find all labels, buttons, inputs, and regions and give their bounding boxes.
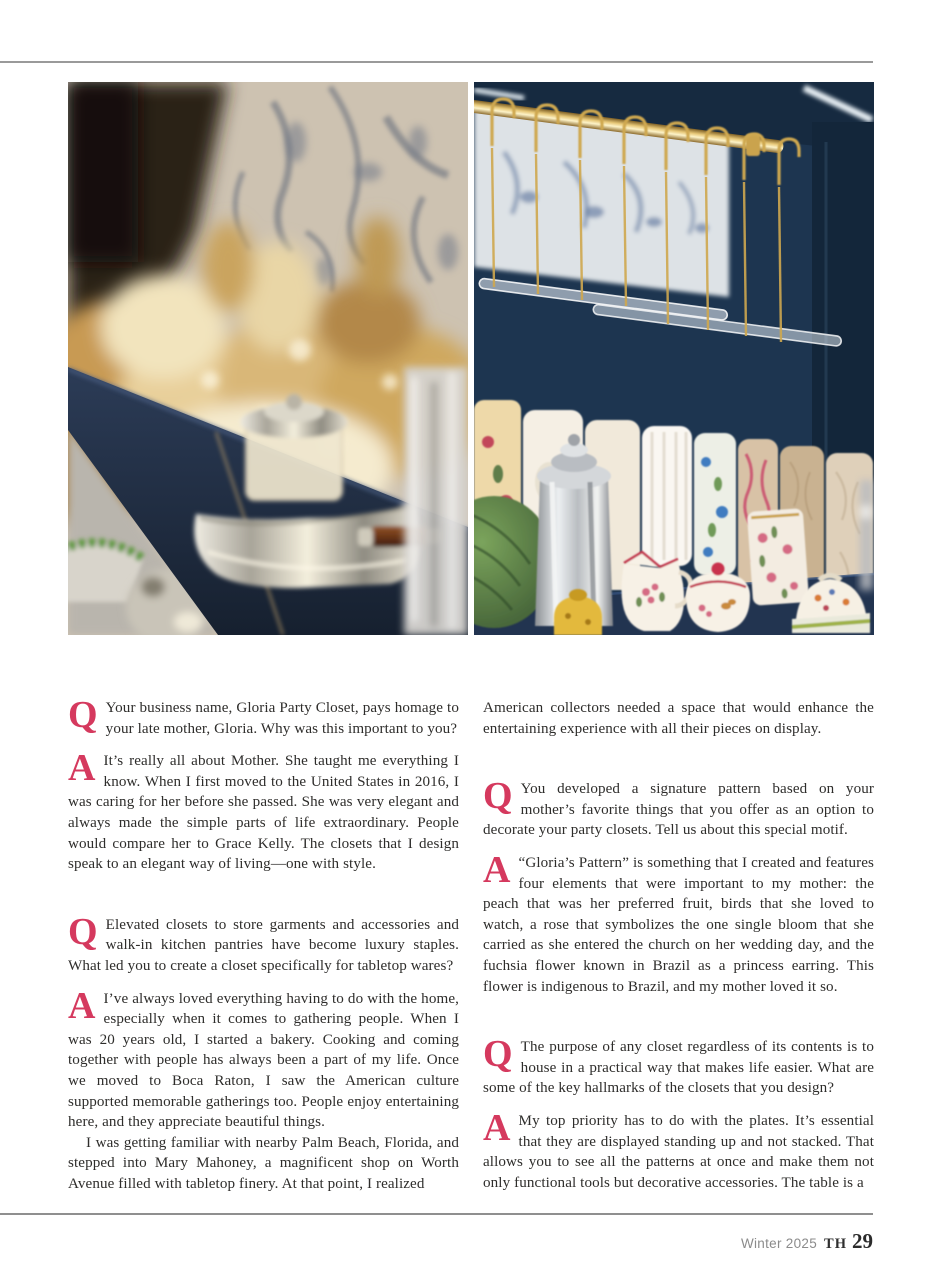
answer-text: “Gloria’s Pattern” is something that I created and features four elements that were important to my mother: the peach that was her preferred fruit, birds that she loved to watch, a rose that symbolizes the one single bloom that she carried as she entered the church on her wedding day, and the fuchsia flower known in Brazil as a princess earring. This flower is indigenous to Brazil, and my mother loved it so. — [483, 854, 874, 995]
question-text: Your business name, Gloria Party Closet, pays homage to your late mother, Gloria. Why was this important to you? — [105, 700, 459, 737]
answer-block — [483, 1106, 874, 1193]
page-footer — [0, 1229, 873, 1254]
top-rule — [0, 61, 873, 63]
answer-text: I was getting familiar with nearby Palm Beach, Florida, and stepped into Mary Mahoney, a magnificent shop on Worth Avenue filled with tabletop finery. At that point, I realized — [68, 1134, 459, 1192]
question-text: You developed a signature pattern based on your mother’s favorite things that you offer as an option to decorate your party closets. Tell us about this special motif. — [483, 781, 874, 839]
photo-hanging-linens — [474, 82, 874, 635]
answer-text: American collectors needed a space that would enhance the entertaining experience with all their pieces on display. — [483, 700, 874, 737]
drop-cap-q: Q — [483, 775, 513, 818]
article-column-left — [68, 694, 459, 1194]
answer-block — [68, 747, 459, 875]
question-text: Elevated closets to store garments and accessories and walk-in kitchen pantries have become luxury staples. What led you to create a closet specifically for tabletop wares? — [68, 916, 459, 974]
floral-tea-caddy — [747, 508, 809, 606]
answer-text: It’s really all about Mother. She taught me everything I know. When I first moved to the United States in 2016, I was caring for her before she passed. She was very elegant and always made the simple parts of life extraordinary. People would compare her to Grace Kelly. The closets that I design speak to an elegant way of living—one with style. — [68, 753, 459, 873]
question-text: The purpose of any closet regardless of its contents is to house in a practical way that makes life easier. What are some of the key hallmarks of the closets that you design? — [483, 1039, 874, 1097]
question-block — [68, 910, 459, 977]
answer-text: I’ve always loved everything having to do with the home, especially when it comes to gathering people. When I was 20 years old, I started a bakery. Cooking and coming together with people has always been a part of my life. Once we moved to Boca Raton, I saw the American culture supported memorable gatherings too. People enjoy entertaining here, and they appreciate beautiful things. — [68, 990, 459, 1131]
drop-cap-a: A — [483, 848, 511, 891]
photo-silver-serveware-art — [68, 82, 468, 635]
question-block — [483, 775, 874, 841]
footer-page-number: 29 — [852, 1229, 873, 1253]
silver-glimpse-right — [859, 480, 873, 590]
drop-cap-a: A — [68, 984, 96, 1027]
drop-cap-q: Q — [68, 694, 98, 736]
answer-continuation — [483, 698, 874, 739]
photo-hanging-linens-art — [474, 82, 874, 635]
article-columns — [68, 694, 874, 1194]
photo-silver-serveware — [68, 82, 468, 635]
answer-continued-paragraph — [68, 1133, 459, 1195]
drop-cap-a: A — [68, 747, 96, 790]
question-block — [483, 1033, 874, 1099]
photo-row — [68, 82, 874, 635]
answer-block — [68, 984, 459, 1133]
drop-cap-a: A — [483, 1106, 511, 1149]
drop-cap-q: Q — [483, 1033, 513, 1076]
article-column-right — [483, 698, 874, 1194]
glass-pitcher-blur — [404, 367, 468, 635]
answer-block — [483, 848, 874, 997]
dark-corner-deep — [68, 82, 138, 262]
question-block — [68, 694, 459, 739]
footer-magazine-abbr: TH — [824, 1236, 847, 1252]
answer-text: My top priority has to do with the plates. It’s essential that they are displayed standing up and not stacked. That allows you to see all the patterns at once and make them not only functional tools but decorative accessories. The table is a — [483, 1112, 874, 1191]
drop-cap-q: Q — [68, 910, 98, 953]
footer-rule — [0, 1213, 873, 1215]
footer-season: Winter 2025 — [740, 1236, 818, 1251]
